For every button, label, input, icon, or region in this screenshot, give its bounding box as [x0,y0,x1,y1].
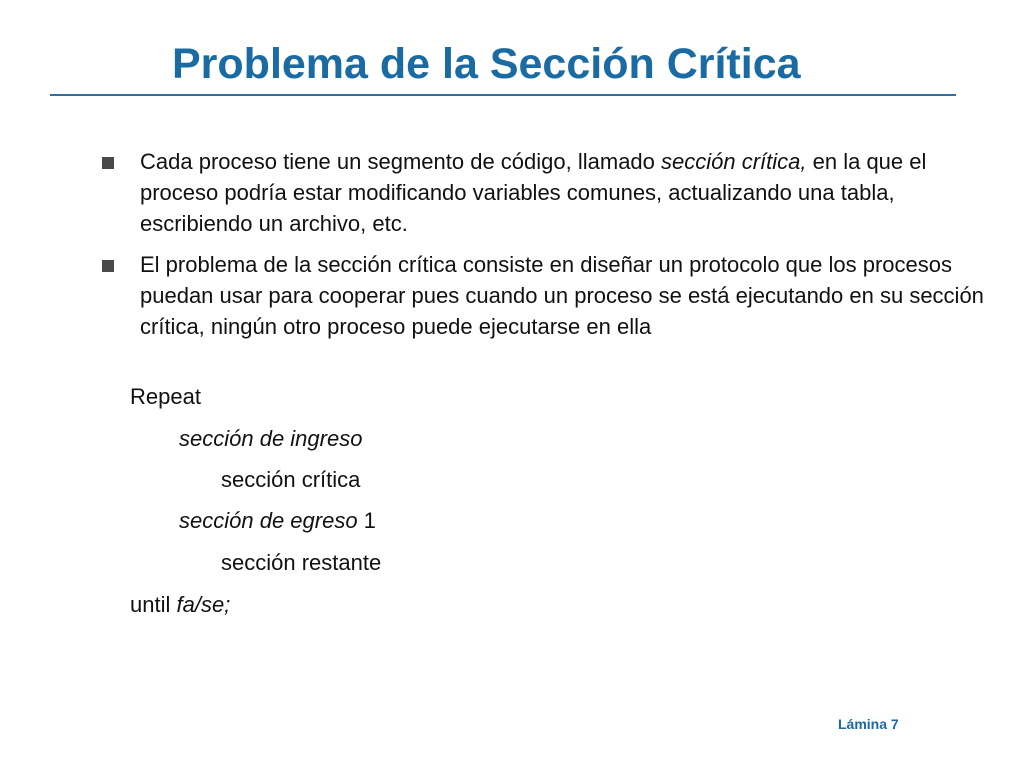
code-critica: sección crítica [221,467,361,492]
bullet-item [100,249,990,342]
bullet-list [100,146,990,352]
code-until-cond: fa/se; [176,592,231,617]
bullet-text-start: Cada proceso tiene un segmento de código, llamado [140,149,662,174]
square-bullet-icon [102,157,114,169]
bullet-item [100,146,990,239]
square-bullet-icon [102,260,114,272]
code-egreso-line [179,506,376,536]
code-restante: sección restante [221,550,382,575]
bullet-text-italic: sección crítica, [661,149,807,174]
code-repeat: Repeat [130,384,201,409]
slide-title: Problema de la Sección Crítica [172,40,801,88]
bullet-text-end: en la que el proceso podría estar modificando variables comunes, actualizando una tabla, escribiendo un archivo, etc. [140,149,927,236]
slide-number: Lámina 7 [838,716,899,732]
code-egreso-suffix: 1 [357,508,376,533]
code-ingreso: sección de ingreso [179,426,363,451]
code-egreso: sección de egreso [179,508,358,533]
code-until: until [130,592,177,617]
title-divider [50,94,956,96]
code-until-line [130,590,230,620]
bullet-text: El problema de la sección crítica consiste en diseñar un protocolo que los procesos puedan usar para cooperar pues cuando un proceso se está ejecutando en su sección crítica, ningún otro proceso puede ejecutarse en ella [140,252,984,339]
